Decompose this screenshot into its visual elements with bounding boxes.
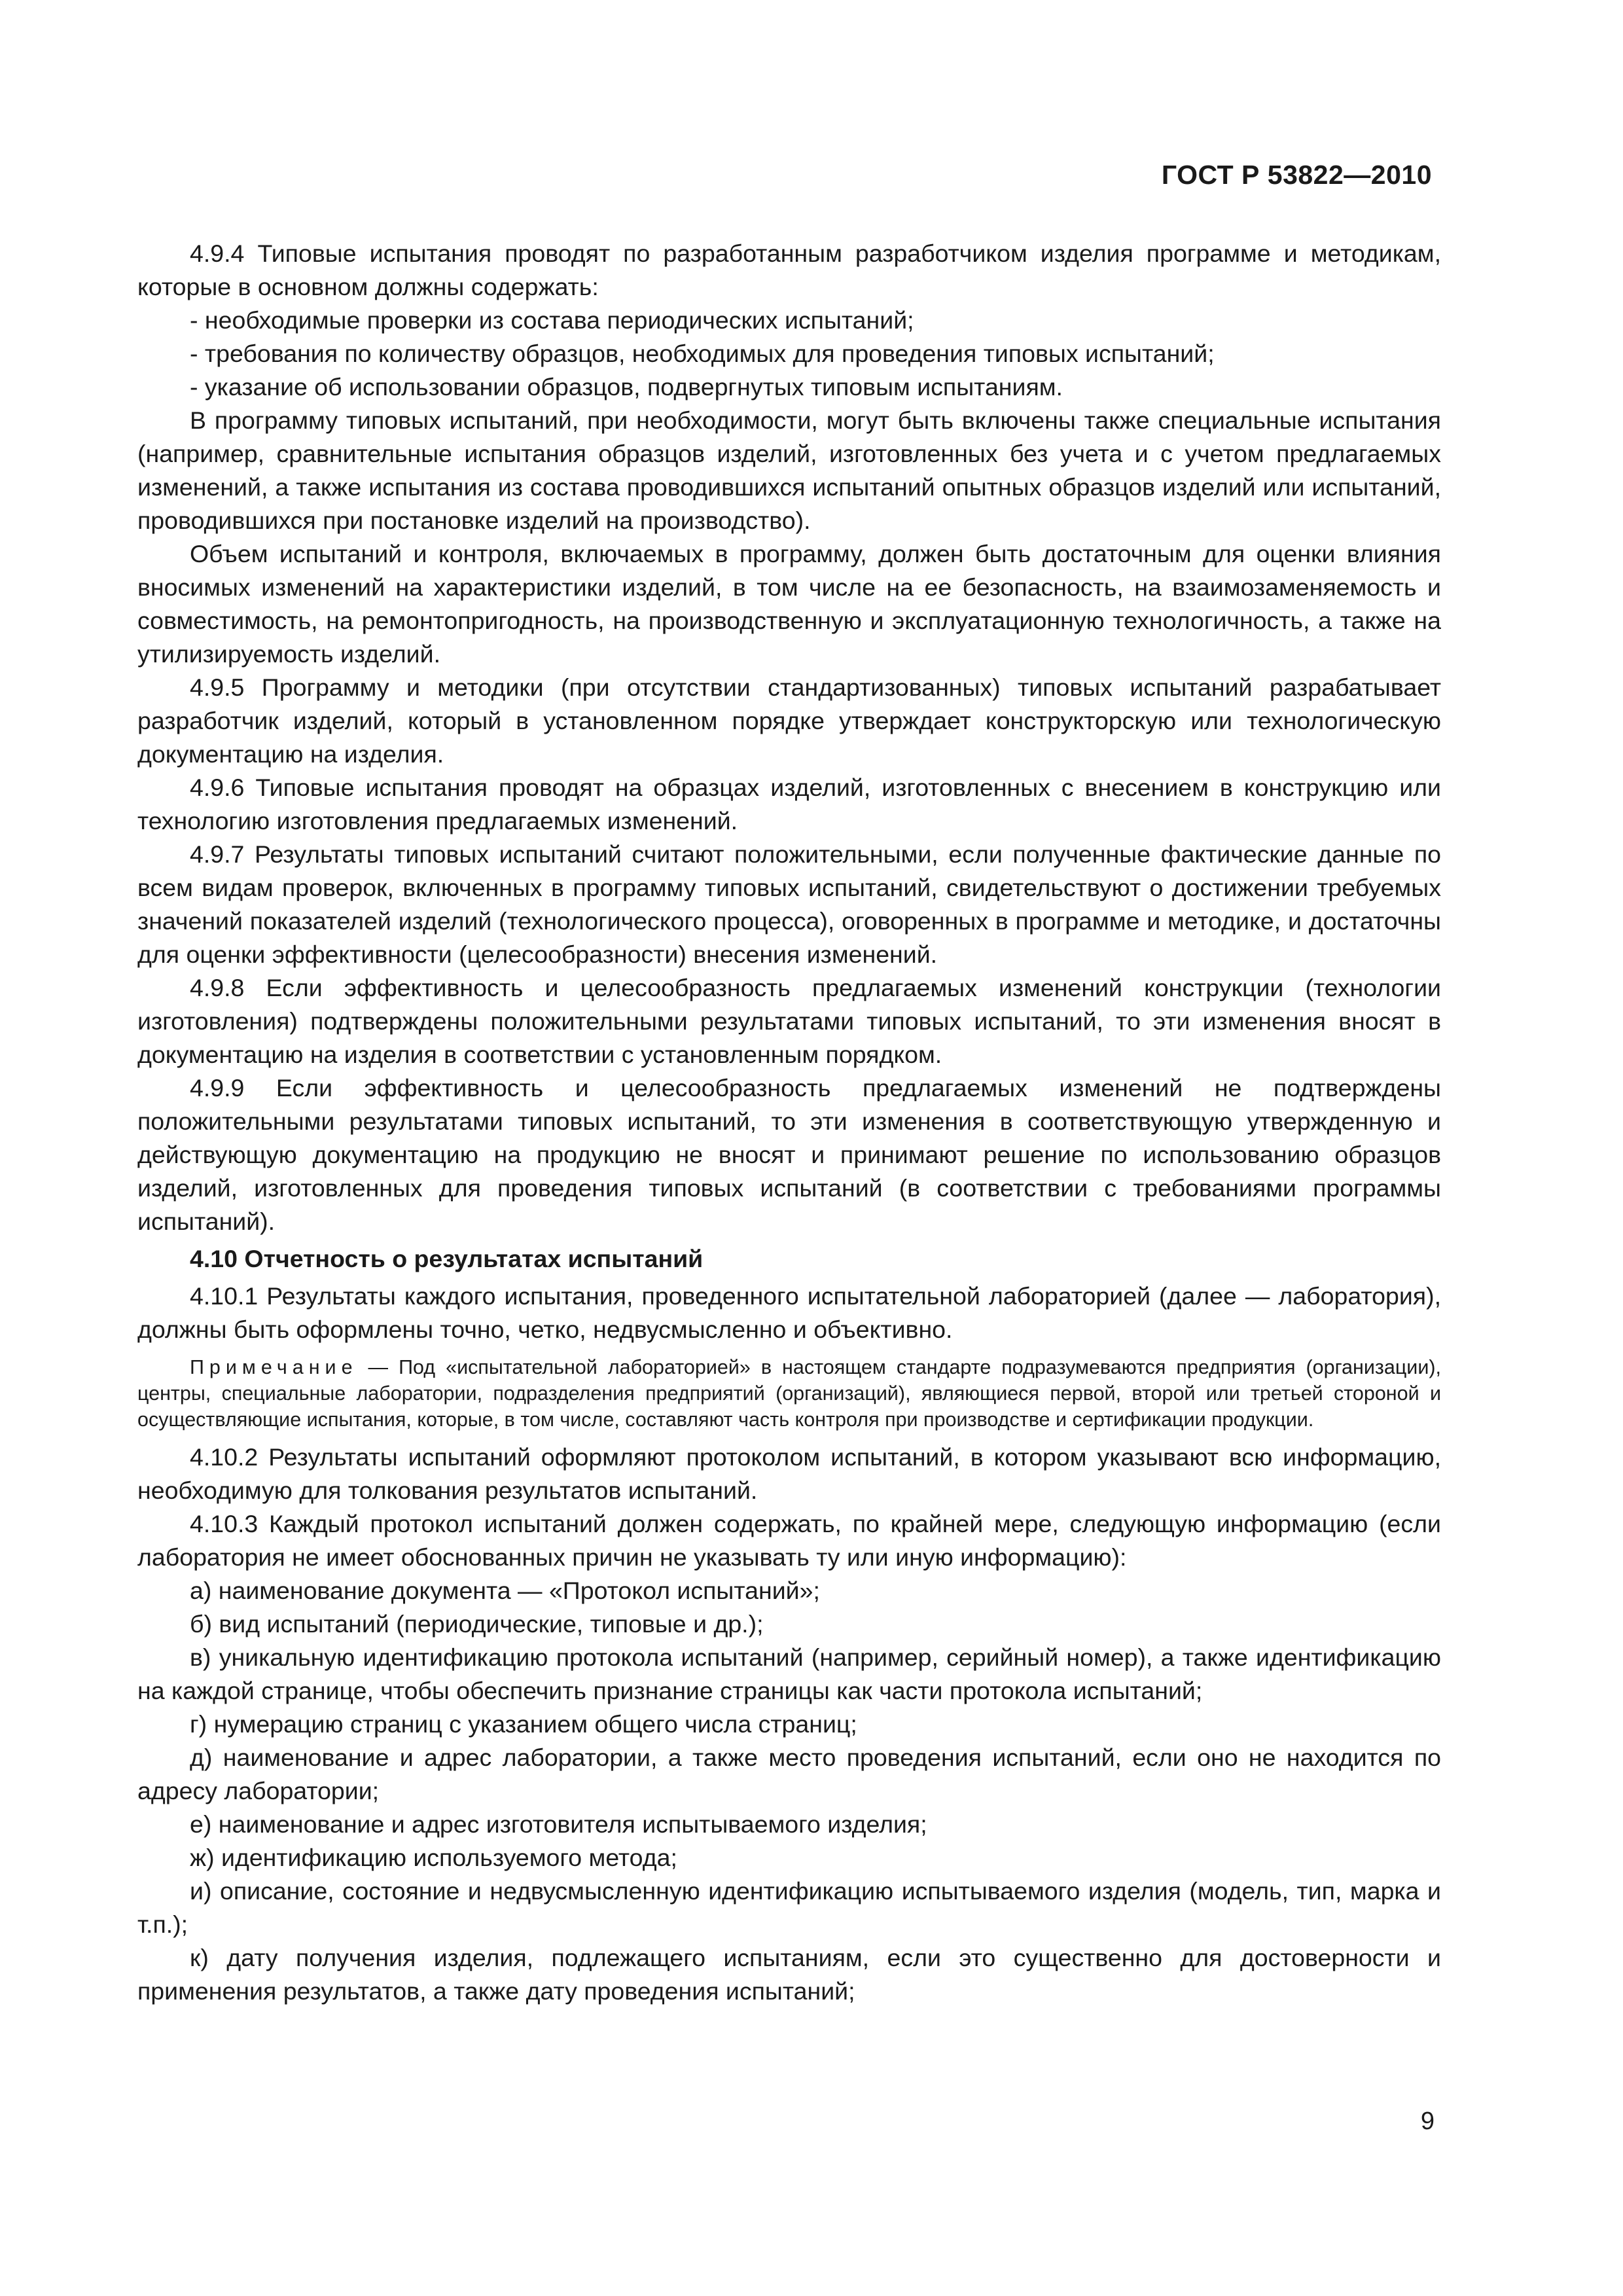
list-item: а) наименование документа — «Протокол испытаний»; [190,1577,820,1604]
paragraph-4-9-7: 4.9.7 Результаты типовых испытаний считают положительными, если полученные фактические данные по всем видам проверок, включенных в программу типовых испытаний, свидетельствуют о достижении требуемых значений показателей изделий (технологического процесса), оговоренных в программе и методике, и достаточны для оценки эффективности (целесообразности) внесения изменений. [137,840,1441,968]
paragraph-4-9-6: 4.9.6 Типовые испытания проводят на образцах изделий, изготовленных с внесением в конструкцию или технологию изготовления предлагаемых изменений. [137,774,1441,834]
list-item: б) вид испытаний (периодические, типовые и др.); [190,1610,764,1638]
note-text: — Под «испытательной лабораторией» в настоящем стандарте подразумеваются предприятия (организации), центры, специальные лаборатории, подразделения предприятий (организаций), являющиеся первой, второй или третьей стороной и осуществляющие испытания, которые, в том числе, составляют часть контроля при производстве и сертификации продукции. [137,1356,1441,1431]
paragraph-program: В программу типовых испытаний, при необходимости, могут быть включены также специальные испытания (например, сравнительные испытания образцов изделий, изготовленных без учета и с учетом предлагаемых изменений, а также испытания из состава проводившихся испытаний опытных образцов изделий или испытаний, проводившихся при постановке изделий на производство). [137,406,1441,534]
document-body [137,237,1441,2008]
standard-header: ГОСТ Р 53822—2010 [1161,160,1432,190]
list-item: г) нумерацию страниц с указанием общего числа страниц; [190,1710,857,1738]
paragraph-4-9-5: 4.9.5 Программу и методики (при отсутствии стандартизованных) типовых испытаний разрабатывает разработчик изделий, который в установленном порядке утверждает конструкторскую или технологическую документацию на изделия. [137,673,1441,768]
note-label: Примечание [190,1356,358,1378]
paragraph-4-9-4: 4.9.4 Типовые испытания проводят по разработанным разработчиком изделия программе и методикам, которые в основном должны содержать: [137,240,1441,300]
paragraph-volume: Объем испытаний и контроля, включаемых в программу, должен быть достаточным для оценки влияния вносимых изменений на характеристики изделий, в том числе на ее безопасность, на взаимозаменяемость и совместимость, на ремонтопригодность, на производственную и эксплуатационную технологичность, а также на утилизируемость изделий. [137,540,1441,668]
section-heading-4-10: 4.10 Отчетность о результатах испытаний [190,1245,704,1272]
list-item: - требования по количеству образцов, необходимых для проведения типовых испытаний; [190,340,1215,367]
list-item: в) уникальную идентификацию протокола испытаний (например, серийный номер), а также идентификацию на каждой странице, чтобы обеспечить признание страницы как части протокола испытаний; [137,1643,1441,1704]
list-item: - указание об использовании образцов, подвергнутых типовым испытаниям. [190,373,1063,401]
list-item: к) дату получения изделия, подлежащего испытаниям, если это существенно для достоверности и применения результатов, а также дату проведения испытаний; [137,1944,1441,2005]
list-item: ж) идентификацию используемого метода; [190,1844,677,1871]
list-item: д) наименование и адрес лаборатории, а также место проведения испытаний, если оно не находится по адресу лаборатории; [137,1744,1441,1804]
paragraph-4-9-8: 4.9.8 Если эффективность и целесообразность предлагаемых изменений конструкции (технологии изготовления) подтверждены положительными результатами типовых испытаний, то эти изменения вносят в документацию на изделия в соответствии с установленным порядком. [137,974,1441,1068]
paragraph-4-9-9: 4.9.9 Если эффективность и целесообразность предлагаемых изменений не подтверждены положительными результатами типовых испытаний, то эти изменения в соответствующую утвержденную и действующую документацию на продукцию не вносят и принимают решение по использованию образцов изделий, изготовленных для проведения типовых испытаний (в соответствии с требованиями программы испытаний). [137,1074,1441,1235]
list-item: е) наименование и адрес изготовителя испытываемого изделия; [190,1810,927,1838]
list-item: и) описание, состояние и недвусмысленную идентификацию испытываемого изделия (модель, тип, марка и т.п.); [137,1877,1441,1938]
note [137,1354,1441,1433]
paragraph-4-10-1: 4.10.1 Результаты каждого испытания, проведенного испытательной лабораторией (далее — лаборатория), должны быть оформлены точно, четко, недвусмысленно и объективно. [137,1282,1441,1343]
page-number: 9 [1420,2108,1435,2135]
paragraph-4-10-2: 4.10.2 Результаты испытаний оформляют протоколом испытаний, в котором указывают всю информацию, необходимую для толкования результатов испытаний. [137,1443,1441,1504]
list-item: - необходимые проверки из состава периодических испытаний; [190,306,914,334]
paragraph-4-10-3: 4.10.3 Каждый протокол испытаний должен содержать, по крайней мере, следующую информацию (если лаборатория не имеет обоснованных причин не указывать ту или иную информацию): [137,1510,1441,1571]
